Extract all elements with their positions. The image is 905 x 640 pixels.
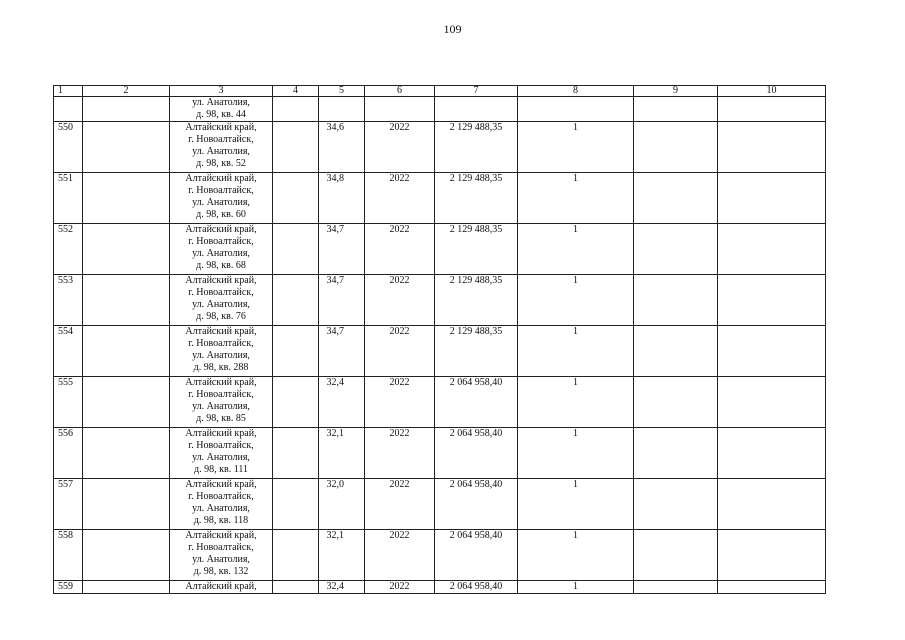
cell-area: 34,7 bbox=[319, 275, 365, 326]
page-number: 109 bbox=[443, 22, 462, 36]
header-cell: 7 bbox=[435, 86, 518, 97]
cell-qty: 1 bbox=[518, 479, 634, 530]
cell-cost: 2 064 958,40 bbox=[435, 530, 518, 581]
cell-empty bbox=[718, 530, 826, 581]
address-line: г. Новоалтайск, bbox=[188, 185, 254, 196]
cell-qty: 1 bbox=[518, 275, 634, 326]
cell-empty bbox=[634, 581, 718, 594]
header-row bbox=[54, 86, 826, 97]
cell-empty bbox=[634, 122, 718, 173]
cell-address bbox=[170, 97, 273, 122]
cell-year: 2022 bbox=[365, 326, 435, 377]
cell-empty bbox=[83, 173, 170, 224]
cell-empty bbox=[634, 479, 718, 530]
header-cell: 6 bbox=[365, 86, 435, 97]
cell-address bbox=[170, 428, 273, 479]
cell-empty bbox=[273, 224, 319, 275]
cell-year: 2022 bbox=[365, 530, 435, 581]
cell-empty bbox=[634, 530, 718, 581]
address-line: ул. Анатолия, bbox=[192, 350, 250, 361]
cell-empty bbox=[634, 377, 718, 428]
address-line: ул. Анатолия, bbox=[192, 97, 250, 108]
cell-empty bbox=[718, 377, 826, 428]
address-line: д. 98, кв. 60 bbox=[196, 209, 246, 220]
header-cell: 2 bbox=[83, 86, 170, 97]
cell-area: 32,1 bbox=[319, 530, 365, 581]
address-line: Алтайский край, bbox=[185, 377, 257, 388]
table-row bbox=[54, 479, 826, 530]
cell-num: 556 bbox=[54, 428, 83, 479]
cell-num: 552 bbox=[54, 224, 83, 275]
cell-year: 2022 bbox=[365, 428, 435, 479]
address-line: д. 98, кв. 132 bbox=[193, 566, 249, 577]
cell-cost: 2 129 488,35 bbox=[435, 275, 518, 326]
address-line: д. 98, кв. 52 bbox=[196, 158, 246, 169]
cell-empty bbox=[718, 275, 826, 326]
address-line: г. Новоалтайск, bbox=[188, 440, 254, 451]
cell-cost: 2 064 958,40 bbox=[435, 428, 518, 479]
address-line: д. 98, кв. 44 bbox=[196, 109, 246, 120]
cell-cost: 2 129 488,35 bbox=[435, 224, 518, 275]
cell-qty: 1 bbox=[518, 530, 634, 581]
header-cell: 3 bbox=[170, 86, 273, 97]
address-line: Алтайский край, bbox=[185, 275, 257, 286]
cell-empty bbox=[634, 173, 718, 224]
address-line: ул. Анатолия, bbox=[192, 554, 250, 565]
cell-address bbox=[170, 326, 273, 377]
cell-num: 554 bbox=[54, 326, 83, 377]
cell-cost: 2 129 488,35 bbox=[435, 122, 518, 173]
cell-address bbox=[170, 275, 273, 326]
cell-empty bbox=[83, 275, 170, 326]
cell-num: 553 bbox=[54, 275, 83, 326]
address-line: г. Новоалтайск, bbox=[188, 542, 254, 553]
cell-empty bbox=[718, 479, 826, 530]
cell-area: 32,4 bbox=[319, 377, 365, 428]
table-row bbox=[54, 581, 826, 594]
address-line: ул. Анатолия, bbox=[192, 401, 250, 412]
cell-empty bbox=[83, 326, 170, 377]
cell-num: 550 bbox=[54, 122, 83, 173]
address-line: Алтайский край, bbox=[185, 581, 257, 592]
cell-year: 2022 bbox=[365, 173, 435, 224]
cell-cost: 2 129 488,35 bbox=[435, 173, 518, 224]
cell-year: 2022 bbox=[365, 275, 435, 326]
cell-year: 2022 bbox=[365, 122, 435, 173]
cell-empty bbox=[718, 173, 826, 224]
cell-year: 2022 bbox=[365, 479, 435, 530]
cell-area: 32,1 bbox=[319, 428, 365, 479]
address-line: г. Новоалтайск, bbox=[188, 491, 254, 502]
header-cell: 5 bbox=[319, 86, 365, 97]
cell-empty bbox=[634, 326, 718, 377]
cell-empty bbox=[718, 122, 826, 173]
cell-empty bbox=[273, 479, 319, 530]
header-cell: 8 bbox=[518, 86, 634, 97]
cell-empty bbox=[718, 326, 826, 377]
address-line: ул. Анатолия, bbox=[192, 503, 250, 514]
address-line: д. 98, кв. 68 bbox=[196, 260, 246, 271]
cell-area: 34,7 bbox=[319, 326, 365, 377]
cell-qty: 1 bbox=[518, 428, 634, 479]
table-row bbox=[54, 275, 826, 326]
cell-address bbox=[170, 530, 273, 581]
address-line: Алтайский край, bbox=[185, 173, 257, 184]
cell-empty bbox=[83, 122, 170, 173]
address-line: Алтайский край, bbox=[185, 326, 257, 337]
address-line: г. Новоалтайск, bbox=[188, 236, 254, 247]
cell-empty bbox=[718, 97, 826, 122]
cell-empty bbox=[273, 97, 319, 122]
cell-address bbox=[170, 479, 273, 530]
address-line: д. 98, кв. 76 bbox=[196, 311, 246, 322]
cell-cost: 2 064 958,40 bbox=[435, 581, 518, 594]
address-line: ул. Анатолия, bbox=[192, 146, 250, 157]
cell-empty bbox=[634, 275, 718, 326]
address-line: г. Новоалтайск, bbox=[188, 287, 254, 298]
cell-empty bbox=[718, 428, 826, 479]
cell-address bbox=[170, 173, 273, 224]
cell-address bbox=[170, 224, 273, 275]
address-line: Алтайский край, bbox=[185, 224, 257, 235]
cell-empty bbox=[435, 97, 518, 122]
address-line: д. 98, кв. 288 bbox=[193, 362, 249, 373]
cell-empty bbox=[83, 530, 170, 581]
cell-empty bbox=[273, 530, 319, 581]
table-row bbox=[54, 326, 826, 377]
address-line: г. Новоалтайск, bbox=[188, 338, 254, 349]
cell-empty bbox=[718, 581, 826, 594]
cell-cost: 2 064 958,40 bbox=[435, 377, 518, 428]
cell-year: 2022 bbox=[365, 581, 435, 594]
cell-area: 32,0 bbox=[319, 479, 365, 530]
cell-num: 557 bbox=[54, 479, 83, 530]
table-row bbox=[54, 173, 826, 224]
address-line: г. Новоалтайск, bbox=[188, 134, 254, 145]
cell-num: 551 bbox=[54, 173, 83, 224]
cell-num bbox=[54, 97, 83, 122]
address-line: Алтайский край, bbox=[185, 428, 257, 439]
cell-cost: 2 064 958,40 bbox=[435, 479, 518, 530]
address-line: Алтайский край, bbox=[185, 479, 257, 490]
header-cell: 1 bbox=[54, 86, 83, 97]
property-table bbox=[53, 85, 826, 594]
address-line: ул. Анатолия, bbox=[192, 248, 250, 259]
cell-empty bbox=[273, 428, 319, 479]
cell-qty: 1 bbox=[518, 224, 634, 275]
cell-empty bbox=[718, 224, 826, 275]
table-row bbox=[54, 530, 826, 581]
cell-cost: 2 129 488,35 bbox=[435, 326, 518, 377]
cell-empty bbox=[634, 428, 718, 479]
cell-empty bbox=[273, 275, 319, 326]
cell-address bbox=[170, 581, 273, 594]
cell-empty bbox=[83, 428, 170, 479]
cell-qty: 1 bbox=[518, 122, 634, 173]
cell-area: 34,7 bbox=[319, 224, 365, 275]
table-row bbox=[54, 377, 826, 428]
address-line: д. 98, кв. 118 bbox=[193, 515, 249, 526]
cell-empty bbox=[83, 581, 170, 594]
header-cell: 4 bbox=[273, 86, 319, 97]
cell-year: 2022 bbox=[365, 224, 435, 275]
cell-year: 2022 bbox=[365, 377, 435, 428]
header-cell: 10 bbox=[718, 86, 826, 97]
address-line: Алтайский край, bbox=[185, 530, 257, 541]
table-row bbox=[54, 122, 826, 173]
continuation-row bbox=[54, 97, 826, 122]
address-line: ул. Анатолия, bbox=[192, 299, 250, 310]
cell-area: 32,4 bbox=[319, 581, 365, 594]
address-line: Алтайский край, bbox=[185, 122, 257, 133]
table-row bbox=[54, 224, 826, 275]
header-cell: 9 bbox=[634, 86, 718, 97]
cell-num: 558 bbox=[54, 530, 83, 581]
cell-address bbox=[170, 377, 273, 428]
cell-empty bbox=[83, 377, 170, 428]
cell-empty bbox=[518, 97, 634, 122]
cell-empty bbox=[634, 224, 718, 275]
address-line: ул. Анатолия, bbox=[192, 197, 250, 208]
cell-empty bbox=[83, 224, 170, 275]
cell-area: 34,8 bbox=[319, 173, 365, 224]
cell-qty: 1 bbox=[518, 173, 634, 224]
cell-empty bbox=[634, 97, 718, 122]
cell-empty bbox=[273, 581, 319, 594]
address-line: г. Новоалтайск, bbox=[188, 389, 254, 400]
cell-qty: 1 bbox=[518, 326, 634, 377]
cell-empty bbox=[365, 97, 435, 122]
cell-num: 559 bbox=[54, 581, 83, 594]
cell-num: 555 bbox=[54, 377, 83, 428]
cell-empty bbox=[273, 122, 319, 173]
cell-empty bbox=[273, 173, 319, 224]
cell-empty bbox=[273, 377, 319, 428]
cell-address bbox=[170, 122, 273, 173]
cell-empty bbox=[273, 326, 319, 377]
address-line: ул. Анатолия, bbox=[192, 452, 250, 463]
cell-qty: 1 bbox=[518, 581, 634, 594]
cell-qty: 1 bbox=[518, 377, 634, 428]
cell-empty bbox=[83, 97, 170, 122]
table-row bbox=[54, 428, 826, 479]
cell-area: 34,6 bbox=[319, 122, 365, 173]
cell-empty bbox=[83, 479, 170, 530]
address-line: д. 98, кв. 111 bbox=[194, 464, 248, 475]
address-line: д. 98, кв. 85 bbox=[196, 413, 246, 424]
cell-empty bbox=[319, 97, 365, 122]
